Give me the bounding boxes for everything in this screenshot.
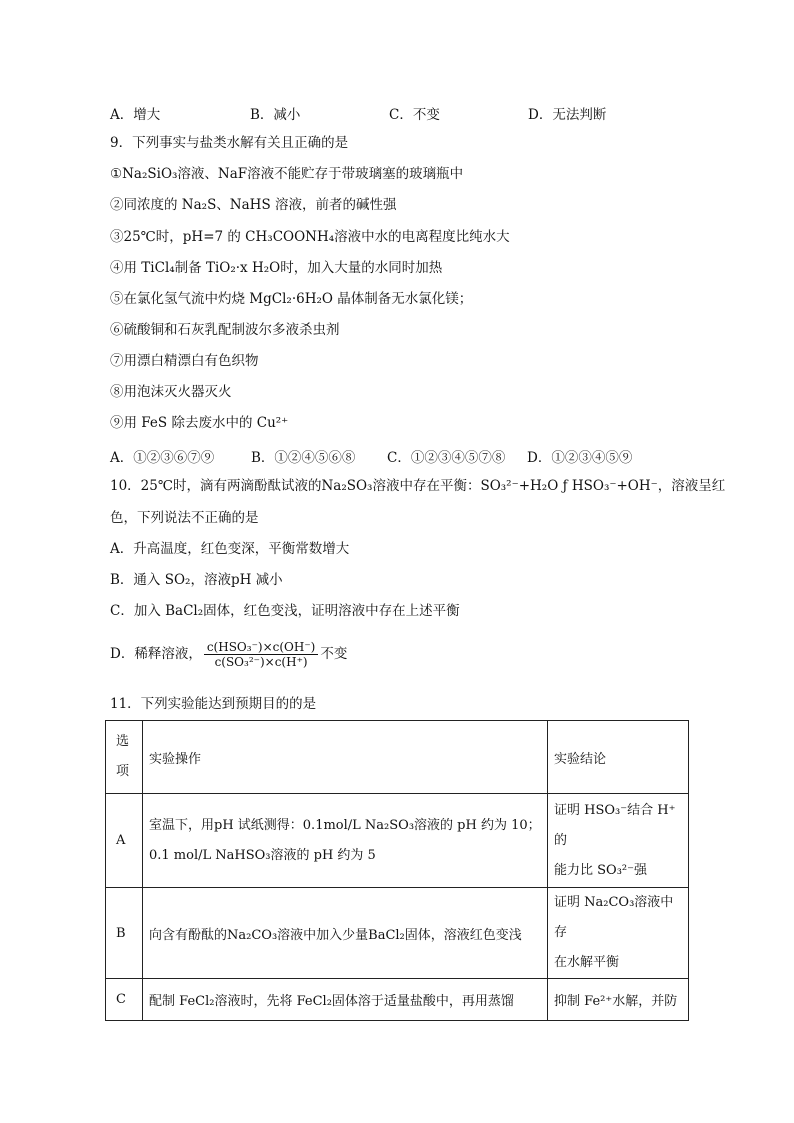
q8-option-a: A．增大 — [110, 107, 161, 123]
q9-item-8: ⑧用泡沫灭火器灭火 — [110, 384, 232, 400]
q9-item-1: ①Na₂SiO₃溶液、NaF溶液不能贮存于带玻璃塞的玻璃瓶中 — [110, 166, 464, 182]
q9-option-b: B．①②④⑤⑥⑧ — [251, 450, 356, 466]
q9-option-c: C．①②③④⑤⑦⑧ — [387, 450, 506, 466]
q10-option-c: C．加入 BaCl₂固体，红色变浅，证明溶液中存在上述平衡 — [110, 603, 460, 619]
table-header-row — [106, 721, 689, 794]
q10-option-d — [110, 640, 347, 669]
row-a-option: A — [106, 794, 143, 888]
q9-option-d: D．①②③④⑤⑨ — [527, 450, 633, 466]
q9-item-7: ⑦用漂白精漂白有色织物 — [110, 353, 259, 369]
q9-item-2: ②同浓度的 Na₂S、NaHS 溶液，前者的碱性强 — [110, 197, 397, 213]
row-b-operation: 向含有酚酞的Na₂CO₃溶液中加入少量BaCl₂固体，溶液红色变浅 — [143, 888, 548, 979]
table-row — [106, 979, 689, 1021]
row-a-operation-line1: 室温下，用pH 试纸测得：0.1mol/L Na₂SO₃溶液的 pH 约为 10； — [149, 817, 541, 833]
q8-option-c: C．不变 — [389, 107, 440, 123]
q8-option-b: B．减小 — [250, 107, 301, 123]
q9-item-4: ④用 TiCl₄制备 TiO₂·x H₂O时，加入大量的水同时加热 — [110, 260, 443, 276]
header-option-cell — [106, 721, 143, 794]
row-b-option: B — [106, 888, 143, 979]
row-c-conclusion: 抑制 Fe²⁺水解，并防 — [548, 979, 689, 1021]
q10-option-a: A．升高温度，红色变深，平衡常数增大 — [110, 541, 350, 557]
q9-item-6: ⑥硫酸铜和石灰乳配制波尔多液杀虫剂 — [110, 322, 340, 338]
q11-stem: 11．下列实验能达到预期目的的是 — [110, 696, 317, 712]
row-b-conclusion — [548, 888, 689, 979]
row-c-operation: 配制 FeCl₂溶液时，先将 FeCl₂固体溶于适量盐酸中，再用蒸馏 — [143, 979, 548, 1021]
table-row — [106, 888, 689, 979]
q10-stem-line2: 色，下列说法不正确的是 — [110, 510, 259, 526]
q10-option-d-fraction — [204, 640, 319, 669]
row-a-conclusion — [548, 794, 689, 888]
row-a-conclusion-line1: 证明 HSO₃⁻结合 H⁺的 — [554, 802, 676, 848]
fraction-denominator: c(SO₃²⁻)×c(H⁺) — [214, 655, 308, 669]
q10-stem-line1: 10．25℃时，滴有两滴酚酞试液的Na₂SO₃溶液中存在平衡：SO₃²⁻+H₂O ƒ HSO₃⁻+OH⁻，溶液呈红 — [110, 478, 726, 494]
q10-option-d-suffix: 不变 — [320, 646, 348, 662]
header-option-line2: 项 — [116, 764, 130, 779]
row-b-conclusion-line2: 在水解平衡 — [554, 955, 620, 970]
row-b-conclusion-line1: 证明 Na₂CO₃溶液中存 — [554, 895, 674, 940]
row-a-conclusion-line2: 能力比 SO₃²⁻强 — [554, 862, 647, 878]
q8-option-d: D．无法判断 — [528, 107, 607, 123]
experiment-table — [105, 720, 689, 1021]
q9-item-9: ⑨用 FeS 除去废水中的 Cu²⁺ — [110, 415, 289, 431]
q9-stem: 9．下列事实与盐类水解有关且正确的是 — [110, 135, 349, 151]
q9-option-a: A．①②③⑥⑦⑨ — [110, 450, 215, 466]
row-a-operation-line2: 0.1 mol/L NaHSO₃溶液的 pH 约为 5 — [149, 847, 376, 863]
header-option-line1: 选 — [116, 734, 130, 749]
row-a-operation — [143, 794, 548, 888]
fraction-numerator: c(HSO₃⁻)×c(OH⁻) — [204, 640, 319, 655]
q10-option-d-prefix: D．稀释溶液， — [110, 646, 202, 662]
q9-item-3: ③25℃时，pH=7 的 CH₃COONH₄溶液中水的电离程度比纯水大 — [110, 229, 510, 245]
q9-item-5: ⑤在氯化氢气流中灼烧 MgCl₂·6H₂O 晶体制备无水氯化镁； — [110, 291, 473, 307]
row-c-option: C — [106, 979, 143, 1021]
header-operation-cell: 实验操作 — [143, 721, 548, 794]
q10-option-b: B．通入 SO₂，溶液pH 减小 — [110, 572, 283, 588]
table-row — [106, 794, 689, 888]
header-conclusion-cell: 实验结论 — [548, 721, 689, 794]
